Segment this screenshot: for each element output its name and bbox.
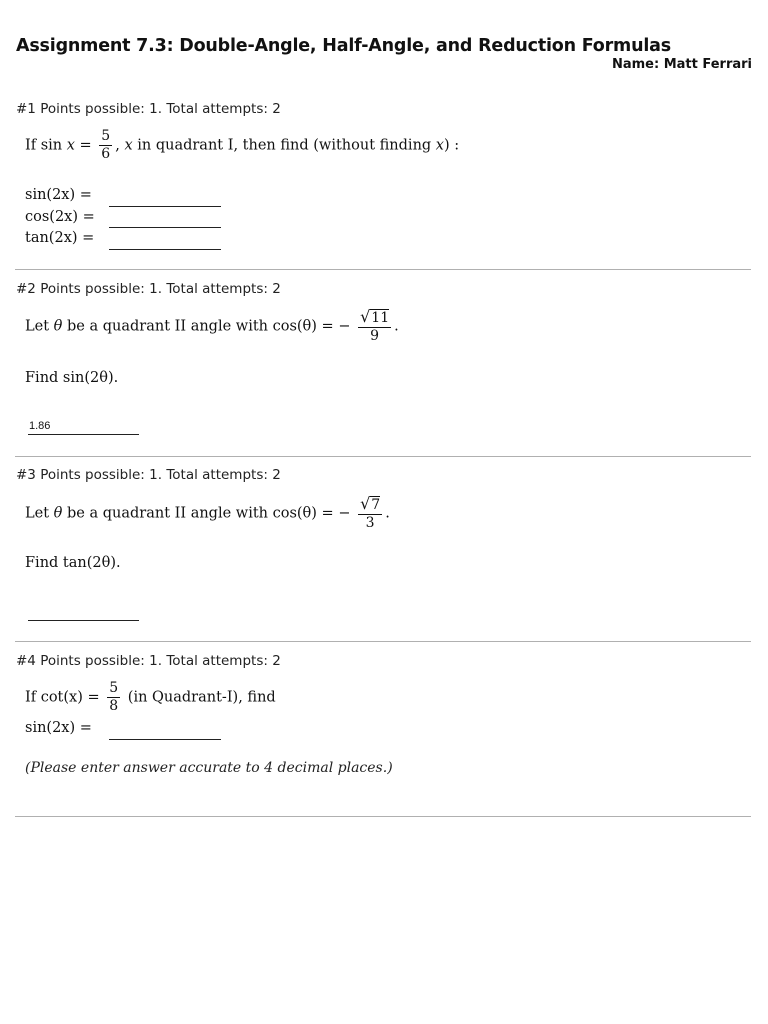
q3-header: #3 Points possible: 1. Total attempts: 2 <box>16 467 281 483</box>
q2-find: Find sin(2θ). <box>25 370 119 386</box>
q1-frac-num: 5 <box>101 128 111 144</box>
divider <box>15 641 751 642</box>
q1-eq: = <box>79 137 92 154</box>
q1-fraction <box>99 128 112 163</box>
q2-frac-den: 9 <box>370 328 380 344</box>
q1-tan-input[interactable] <box>109 235 221 250</box>
q2-prompt-mid: be a quadrant II angle with cos(θ) = <box>67 318 334 335</box>
divider <box>15 269 751 270</box>
divider <box>15 456 751 457</box>
q2-sqrt: √11 <box>360 307 390 326</box>
divider <box>15 816 751 817</box>
q1-header: #1 Points possible: 1. Total attempts: 2 <box>16 101 281 117</box>
q3-period: . <box>385 505 390 522</box>
q1-tan-label: tan(2x) = <box>25 230 95 246</box>
q2-sqrt-val: 11 <box>371 310 390 326</box>
q1-var-2: x <box>124 137 133 154</box>
q4-answer-row <box>25 718 221 740</box>
q4-fraction <box>107 680 120 715</box>
q1-frac-den: 6 <box>101 146 111 162</box>
q3-theta: θ <box>53 505 63 522</box>
q2-minus: − <box>338 318 351 335</box>
q4-prompt-pre: If cot(x) = <box>25 689 100 706</box>
q3-sqrt-val: 7 <box>371 497 381 513</box>
q2-fraction <box>358 308 391 345</box>
page-title: Assignment 7.3: Double-Angle, Half-Angle, and Reduction Formulas <box>16 36 671 56</box>
q1-var: x <box>66 137 75 154</box>
q1-prompt-post: in quadrant I, then find (without finding <box>137 137 432 154</box>
q3-prompt-mid: be a quadrant II angle with cos(θ) = <box>67 505 334 522</box>
q2-answer-input[interactable] <box>28 420 139 435</box>
q3-prompt-pre: Let <box>25 505 50 522</box>
q4-prompt-post: (in Quadrant-I), find <box>127 689 276 706</box>
q4-frac-den: 8 <box>109 698 119 714</box>
q1-var-3: x <box>435 137 444 154</box>
q2-prompt <box>25 308 399 345</box>
q4-frac-num: 5 <box>109 680 119 696</box>
q3-fraction <box>358 495 382 532</box>
q2-period: . <box>394 318 399 335</box>
q1-prompt-end: ) : <box>443 137 460 154</box>
student-name: Name: Matt Ferrari <box>611 57 752 72</box>
q1-prompt <box>25 128 459 163</box>
q1-sin-label: sin(2x) = <box>25 187 92 203</box>
q3-minus: − <box>338 505 351 522</box>
q1-comma: , <box>115 137 120 154</box>
q1-cos-input[interactable] <box>109 213 221 228</box>
q1-answer-lines <box>25 185 221 250</box>
q1-prompt-pre: If sin <box>25 137 63 154</box>
q1-cos-label: cos(2x) = <box>25 208 95 225</box>
q4-sin-input[interactable] <box>109 725 221 740</box>
q2-prompt-pre: Let <box>25 318 50 335</box>
q3-sqrt: √7 <box>360 494 381 513</box>
q2-header: #2 Points possible: 1. Total attempts: 2 <box>16 281 281 297</box>
q2-theta: θ <box>53 318 63 335</box>
q3-prompt <box>25 495 390 532</box>
q1-sin-input[interactable] <box>109 192 221 207</box>
q4-prompt <box>25 680 276 715</box>
q4-header: #4 Points possible: 1. Total attempts: 2 <box>16 653 281 669</box>
q4-sin-label: sin(2x) = <box>25 720 92 736</box>
q4-note: (Please enter answer accurate to 4 decimal places.) <box>25 760 393 776</box>
q3-frac-den: 3 <box>365 515 375 531</box>
q3-answer-input[interactable] <box>28 606 139 621</box>
q2-answer-value[interactable]: 1.86 <box>29 420 51 432</box>
q3-find: Find tan(2θ). <box>25 555 121 571</box>
